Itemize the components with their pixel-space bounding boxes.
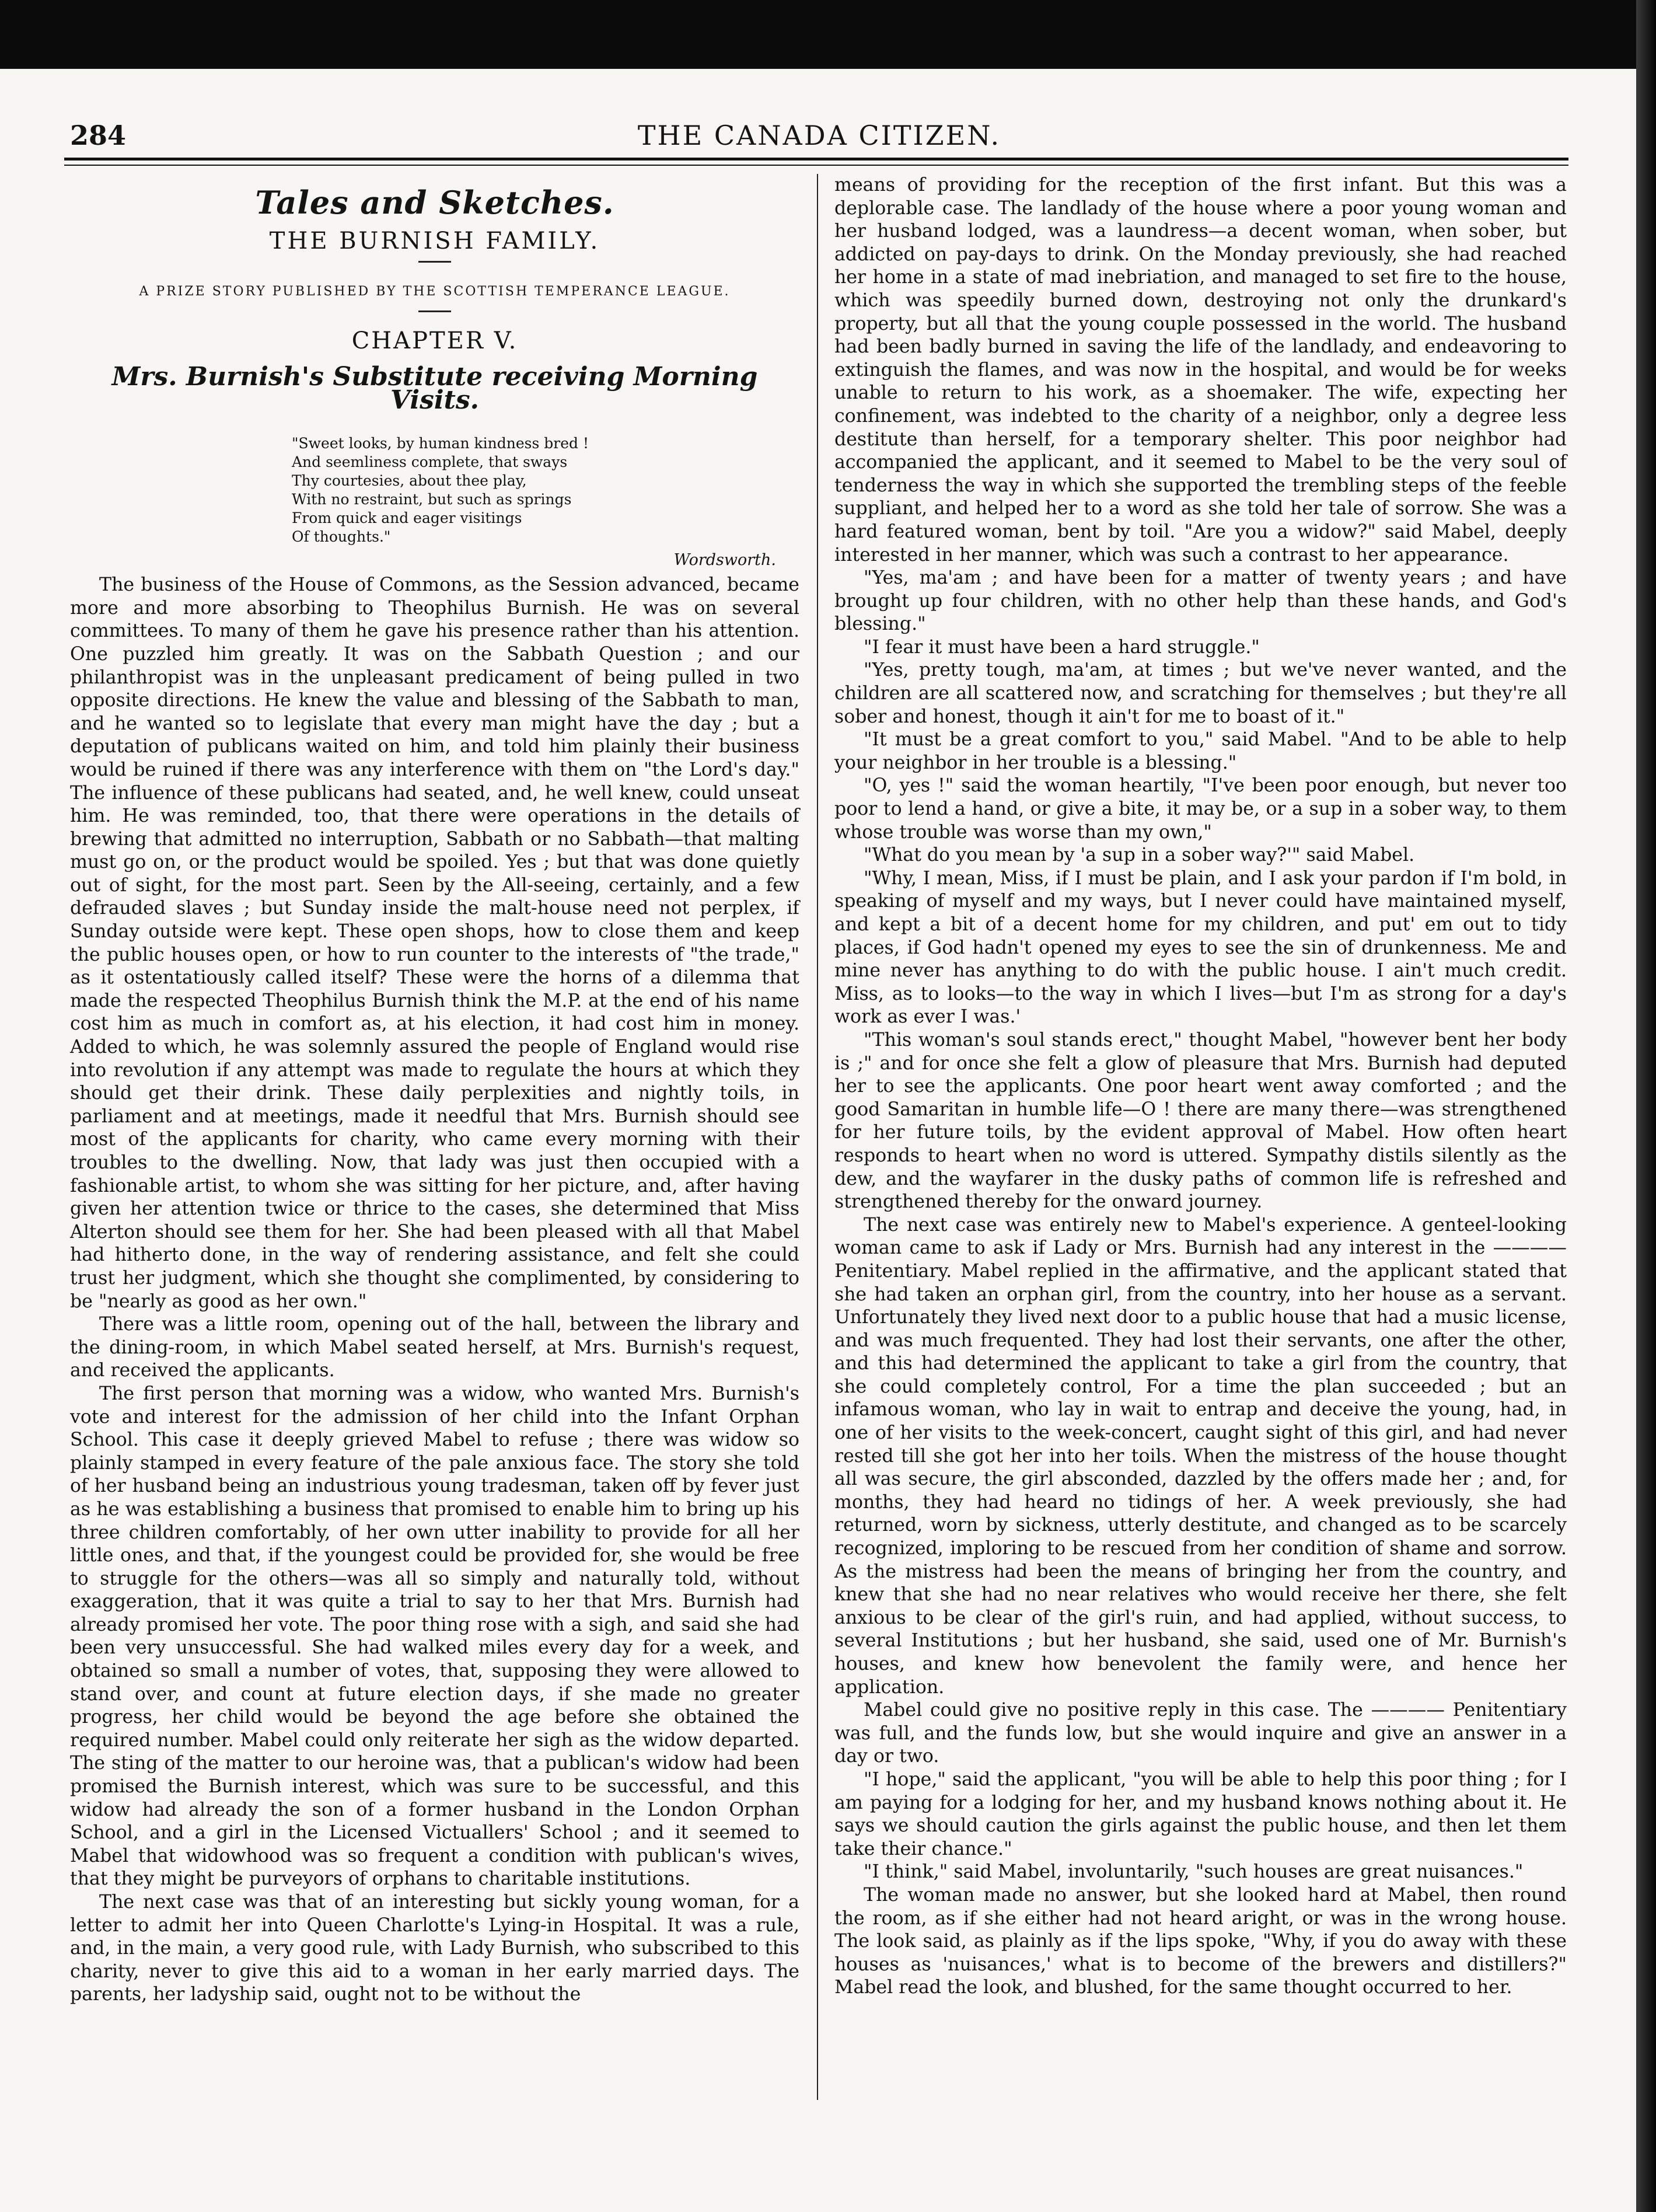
paragraph: "What do you mean by 'a sup in a sober way?'" said Mabel. (864, 845, 1415, 866)
paragraph: "It must be a great comfort to you," said Mabel. "And to be able to help your neighbor in her trouble is a blessing." (834, 729, 1567, 773)
header-rule-thin (64, 165, 1568, 166)
paragraph: The next case was that of an interesting but sickly young woman, for a letter to admit her into Queen Charlotte's Lying-in Hospital. It was a rule, and, in the main, a very good rule, with Lady Burnish, who subscribed to this charity, never to give this aid to a woman in her early married days. The parents, her ladyship said, ought not to be without the (70, 1892, 799, 2005)
paragraph: means of providing for the reception of the first infant. But this was a deplorable case. The landlady of the house where a poor young woman and her husband lodged, was a laundress—a decent woman, when sober, but addicted on pay-days to drink. On the Monday previously, she had reached her home in a state of mad inebriation, and managed to set fire to the house, which was speedily burned down, destroying not only the drunkard's property, but all that the young couple possessed in the world. The husband had been badly burned in saving the life of the landlady, and endeavoring to extinguish the flames, and was now in the hospital, and would be for weeks unable to return to his work, as a shoemaker. The wife, expecting her confinement, was indebted to the charity of a neighbor, only a degree less destitute than herself, for a temporary shelter. This poor neighbor had accompanied the applicant, and it seemed to Mabel to be the very soul of tenderness the way in which she supported the trembling steps of the feeble suppliant, and helped her to a word as she told her tale of sorrow. She was a hard featured woman, bent by toil. "Are you a widow?" said Mabel, deeply interested in her manner, which was such a contrast to her appearance. (834, 175, 1567, 566)
paragraph: The woman made no answer, but she looked hard at Mabel, then round the room, as if she either had not heard aright, or was in the wrong house. The look said, as plainly as if the lips spoke, "Why, if you do away with these houses as 'nuisances,' what is to become of the brewers and distillers?" Mabel read the look, and blushed, for the same thought occurred to her. (834, 1884, 1567, 1998)
paragraph: "This woman's soul stands erect," thought Mabel, "however bent her body is ;" and for once she felt a glow of pleasure that Mrs. Burnish had deputed her to see the applicants. One poor heart went away comforted ; and the good Samaritan in humble life—O ! there are many there—was strengthened for her future toils, by the evident approval of Mabel. How often heart responds to heart when no word is uttered. Sympathy distils silently as the dew, and the wayfarer in the dusky paths of common life is refreshed and strengthened thereby for the onward journey. (834, 1029, 1567, 1213)
paragraph: The business of the House of Commons, as the Session advanced, became more and more absorbing to Theophilus Burnish. He was on several committees. To many of them he gave his presence rather than his attention. One puzzled him greatly. It was on the Sabbath Question ; and our philanthropist was in the unpleasant predicament of being pulled in two opposite directions. He knew the value and blessing of the Sabbath to man, and he wanted so to legislate that every man might have the day ; but a deputation of publicans waited on him, and told him plainly their business would be ruined if there was any interference with them on "the Lord's day." The influence of these publicans had seated, and, he well knew, could unseat him. He was reminded, too, that there were operations in the details of brewing that admitted no interruption, Sabbath or no Sabbath—that malting must go on, or the product would be spoiled. Yes ; but that was done quietly out of sight, for the most part. Seen by the All-seeing, certainly, and a few defrauded slaves ; but Sunday inside the malt-house need not perplex, if Sunday outside were kept. These open shops, how to close them and keep the public houses open, or how to run counter to the interests of "the trade," as it ostentatiously called itself? These were the horns of a dilemma that made the respected Theophilus Burnish think the M.P. at the end of his name cost him as much in comfort as, at his election, it had cost him in money. Added to which, he was solemnly assured the people of England would rise into revolution if any attempt was made to regulate the hours at which they should get their drink. These daily perplexities and nightly toils, in parliament and at meetings, made it needful that Mrs. Burnish should see most of the applicants for charity, who came every morning with their troubles to the dwelling. Now, that lady was just then occupied with a fashionable artist, to whom she was sitting for her picture, and, after having given her attention twice or thrice to the cases, she determined that Miss Alterton should see them for her. She had been pleased with all that Mabel had hitherto done, in the way of rendering assistance, and felt she could trust her judgment, which she thought she complimented, by considering to be "nearly as good as her own." (70, 574, 799, 1312)
running-title: THE CANADA CITIZEN. (637, 120, 1001, 151)
chapter-heading: CHAPTER V. (351, 327, 518, 354)
paragraph: "Yes, ma'am ; and have been for a matter of twenty years ; and have brought up four children, with no other help than these hands, and God's blessing." (834, 567, 1567, 635)
paragraph: Mabel could give no positive reply in this case. The ———— Penitentiary was full, and the funds low, but she would inquire and give an answer in a day or two. (834, 1700, 1567, 1767)
chapter-subtitle: Mrs. Burnish's Substitute receiving Morning Visits. (111, 362, 758, 415)
paragraph: The next case was entirely new to Mabel's experience. A genteel-looking woman came to ask if Lady or Mrs. Burnish had any interest in the ———— Penitentiary. Mabel replied in the affirmative, and the applicant stated that she had taken an orphan girl, from the country, into her house as a servant. Unfortunately they lived next door to a public house that had a music license, and was much frequented. They had lost their servants, one after the other, and this had determined the applicant to take a girl from the country, that she could completely control, For a time the plan succeeded ; but an infamous woman, who lay in wait to entrap and deceive the young, had, in one of her visits to the week-concert, caught sight of this girl, and had never rested till she got her into her toils. When the mistress of the house thought all was secure, the girl absconded, dazzled by the offers made her ; and, for months, they had heard no tidings of her. A week previously, she had returned, worn by sickness, utterly destitute, and changed as to be scarcely recognized, imploring to be rescued from her condition of shame and sorrow. As the mistress had been the means of bringing her from the country, and knew that she had no near relatives who would receive her there, she felt anxious to be clear of the girl's ruin, and had applied, without success, to several Institutions ; but her husband, she said, used one of Mr. Burnish's houses, and knew how benevolent the family were, and hence her application. (834, 1214, 1567, 1698)
divider (418, 310, 451, 312)
scan-right-edge (1636, 0, 1656, 2212)
epigraph: "Sweet looks, by human kindness bred ! And seemliness complete, that sways Thy courtesies, about thee play, With no restraint, but such as springs From quick and eager visitings Of thoughts." (292, 434, 589, 545)
story-title: THE BURNISH FAMILY. (269, 227, 600, 254)
section-title: Tales and Sketches. (255, 184, 614, 221)
column-rule (817, 174, 818, 2100)
right-column (834, 174, 1567, 2000)
paragraph: "Yes, pretty tough, ma'am, at times ; but we've never wanted, and the children are all scattered now, and scratching for themselves ; but they're all sober and honest, though it ain't for me to boast of it." (834, 660, 1567, 727)
divider (418, 261, 451, 263)
paragraph: "O, yes !" said the woman heartily, "I've been poor enough, but never too poor to lend a hand, or give a bite, it may be, or a sup in a sober way, to them whose trouble was worse than my own," (834, 775, 1567, 843)
header-rule-thick (64, 158, 1568, 161)
prize-line: A PRIZE STORY PUBLISHED BY THE SCOTTISH TEMPERANCE LEAGUE. (139, 284, 731, 299)
paragraph: The first person that morning was a widow, who wanted Mrs. Burnish's vote and interest for the admission of her child into the Infant Orphan School. This case it deeply grieved Mabel to refuse ; there was widow so plainly stamped in every feature of the pale anxious face. The story she told of her husband being an industrious young tradesman, taken off by fever just as he was establishing a business that promised to enable him to bring up his three children comfortably, of her own utter inability to provide for all her little ones, and that, if the youngest could be provided for, she would be free to struggle for the others—was all so simply and naturally told, without exaggeration, that it was quite a trial to say to her that Mrs. Burnish had already promised her vote. The poor thing rose with a sigh, and said she had been very unsuccessful. She had walked miles every day for a week, and obtained so small a number of votes, that, supposing they were allowed to stand over, and count at future election days, if she made no greater progress, her child would be beyond the age before she obtained the required number. Mabel could only reiterate her sigh as the widow departed. The sting of the matter to our heroine was, that a publican's widow had been promised the Burnish interest, which was sure to be successful, and this widow had already the son of a former husband in the London Orphan School, and a girl in the Licensed Victuallers' School ; and it seemed to Mabel that widowhood was so frequent a condition with publican's wives, that they might be purveyors of orphans to charitable institutions. (70, 1383, 799, 1890)
left-column (70, 174, 799, 2007)
paragraph: "Why, I mean, Miss, if I must be plain, and I ask your pardon if I'm bold, in speaking of myself and my ways, but I never could have maintained myself, and kept a bit of a decent home for my children, and put' em out to tidy places, if God hadn't opened my eyes to see the sin of drunkenness. Me and mine never has anything to do with the public house. I ain't much credit. Miss, as to looks—to the way in which I lives—but I'm as strong for a day's work as ever I was.' (834, 867, 1567, 1028)
paragraph: "I hope," said the applicant, "you will be able to help this poor thing ; for I am paying for a lodging for her, and my husband knows nothing about it. He says we should caution the girls against the public house, and then let them take their chance." (834, 1768, 1567, 1859)
paragraph: "I fear it must have been a hard struggle." (864, 636, 1260, 658)
paragraph: There was a little room, opening out of the hall, between the library and the dining-room, in which Mabel seated herself, at Mrs. Burnish's request, and received the applicants. (70, 1314, 799, 1381)
scan-top-border (0, 0, 1656, 69)
page-header (70, 120, 1568, 155)
epigraph-attribution: Wordsworth. (673, 550, 776, 569)
paragraph: "I think," said Mabel, involuntarily, "such houses are great nuisances." (864, 1861, 1524, 1883)
page-number: 284 (70, 120, 127, 151)
